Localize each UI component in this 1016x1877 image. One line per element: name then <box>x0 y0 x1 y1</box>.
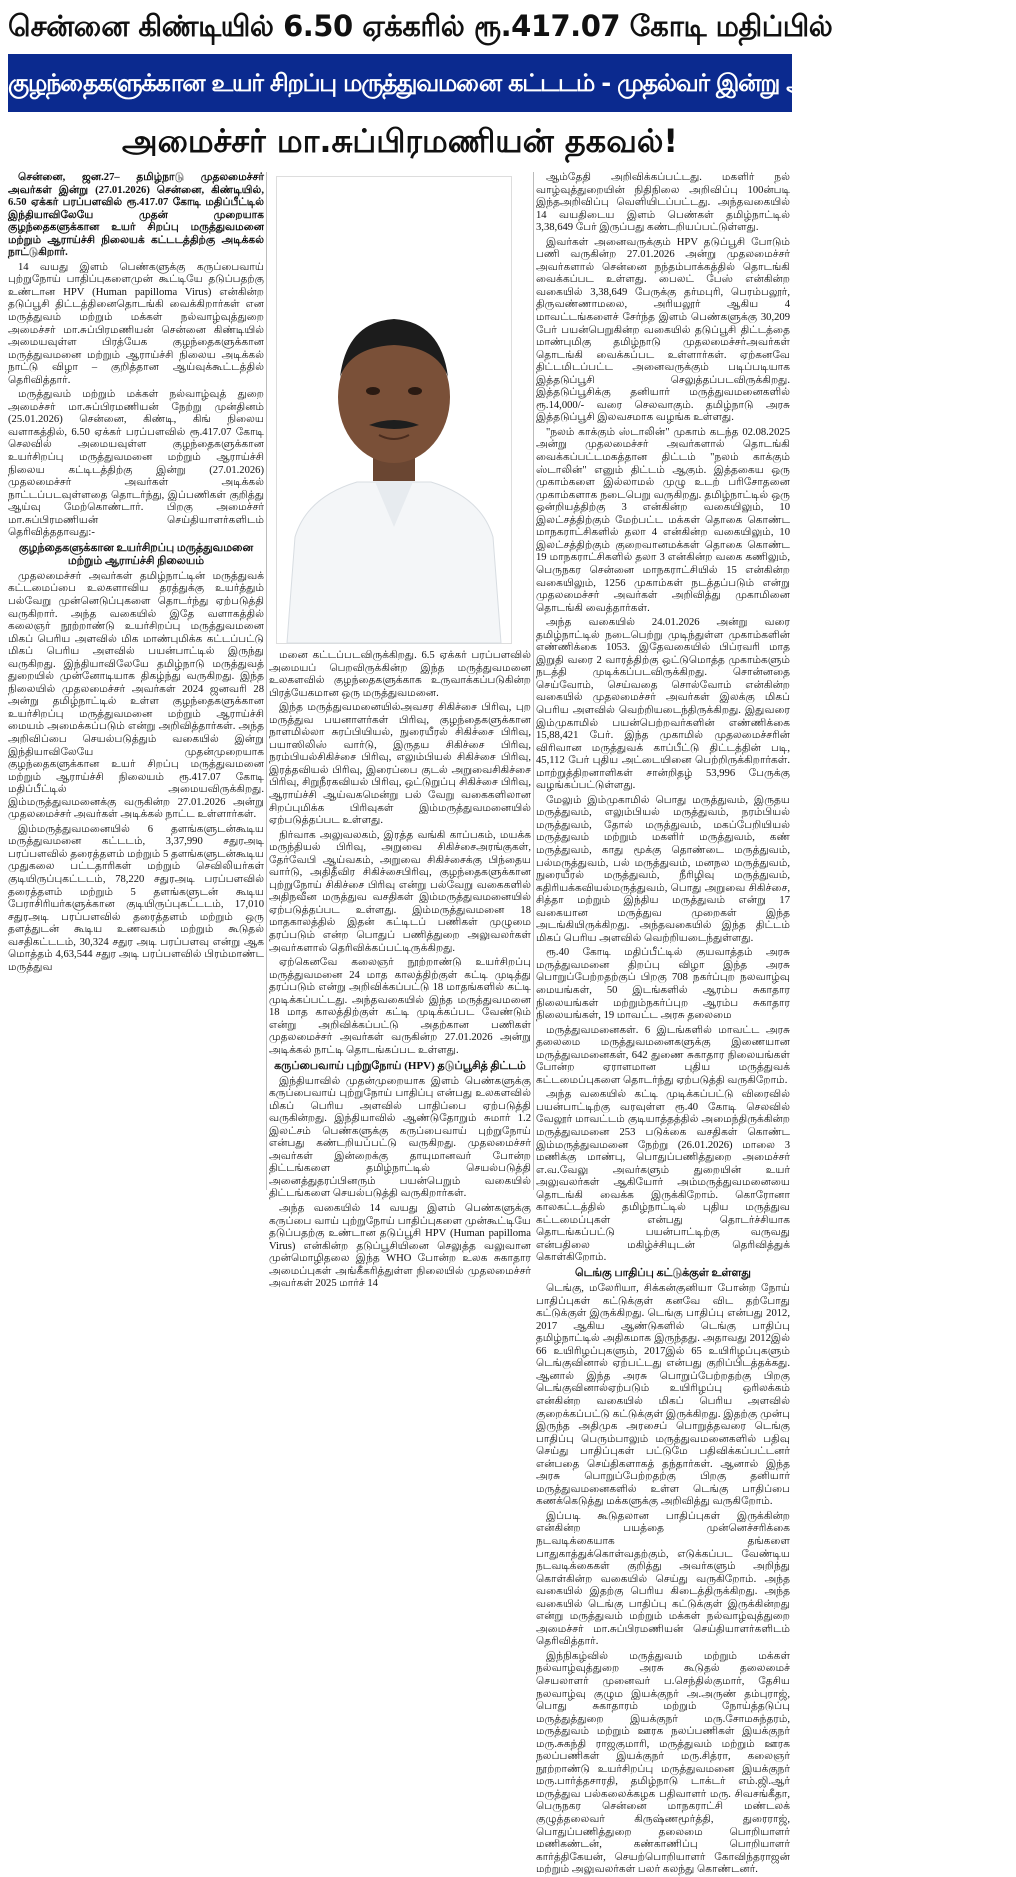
paragraph: அந்த வகையில் 14 வயது இளம் பெண்களுக்கு கருப்பை வாய் புற்றுநோய் பாதிப்புகளை முன்கூட்டியே தடுப்பதற்கு உண்டான தடுப்பூசி HPV (Human papilloma Virus) என்கின்ற தடுப்பூசியினை செலுத்த வலுவான முன்மொழிதலை இந்த WHO போன்ற உலக சுகாதார அமைப்புகள் அங்கீகரித்துள்ள நிலையில் முதலமைச்சர் அவர்கள் 2025 மார்ச் 14 <box>269 1202 531 1290</box>
paragraph: ரூ.40 கோடி மதிப்பீட்டில் குயவாத்தம் அரசு மருத்துவமனை திறப்பு விழா இந்த அரசு பொறுப்பேற்றதற்குப் பிறகு 708 நகர்ப்புற நலவாழ்வு மையங்கள், 50 இடங்களில் ஆரம்ப சுகாதார நிலையங்கள் மற்றும்நகர்ப்புற ஆரம்ப சுகாதார நிலையங்கள், 19 மாவட்ட அரசு தலைமை <box>536 947 790 1022</box>
paragraph: மேலும் இம்முகாமில் பொது மருத்துவம், இருதய மருத்துவம், எலும்பியல் மருத்துவம், நரம்பியல் மருத்துவம், தோல் மருத்துவம், மகப்பேறியியல் மருத்துவம் மற்றும் மகளிர் மருத்துவம், கண் மருத்துவம், காது மூக்கு தொண்டை மருத்துவம், பல்மருத்துவம், பல் மருத்துவம், மனநல மருத்துவம், நுரையீரல் மருத்துவம், நீரிழிவு மருத்துவம், கதிரியக்கவியல்மருத்துவம், பொது அறுவை சிகிச்சை, சித்தா மற்றும் இந்திய மருத்துவம் என்று 17 வகையான மருத்துவ முறைகள் இந்த அடங்கியிருக்கிறது. அந்தவகையில் இந்த திட்டம் மிகப் பெரிய அளவில் வெற்றியடைந்துள்ளது. <box>536 794 790 944</box>
paragraph: நிர்வாக அலுவலகம், இரத்த வங்கி காப்பகம், மயக்க மருந்தியல் பிரிவு, அறுவை சிகிச்சைஅரங்குகள், தேர்வேபி ஆய்வகம், அறுவை சிகிச்சைக்கு பிந்தைய வார்டு, அதிதீவிர சிகிச்சைபிரிவு, குழந்தைகளுக்கான புற்றுநோய் சிகிச்சை பிரிவு என்று பல்வேறு வகைகளில் அதிநவீன மருத்துவ வசதிகள் இம்மருத்துவமனையில் ஏற்படுத்தப்பட உள்ளது. இம்மருத்துவமனை 18 மாதகாலத்தில் இதன் கட்டிடப் பணிகள் முழுமை தரப்படும் என்ற பொதுப் பணித்துறை அலுவலர்கள் அவர்களால் தெரிவிக்கப்பட்டிருக்கிறது. <box>269 829 531 954</box>
paragraph: அந்த வகையில் கட்டி முடிக்கப்பட்டு விரைவில் பயன்பாட்டிற்கு வரவுள்ள ரூ.40 கோடி செலவில் வேலூர் மாவட்டம் குடியாத்தத்தில் அமைந்திருக்கின்ற மருத்துவமனை 253 படுக்கை வசதிகள் கொண்ட இம்மருத்துவமனை நேற்று (26.01.2026) மாலை 3 மணிக்கு மாண்பு, பொதுப்பணித்துறை அமைச்சர் எ.வ.வேலு அவர்களும் துறையின் உயர் அலுவலர்கள் ஆகியோர் அம்மருத்துவமனையை தொடங்கி வைக்க இருக்கிறோம். கொரோனா காலகட்டத்தில் தமிழ்நாட்டில் புதிய மருத்துவ கட்டமைப்புகள் என்பது தொடர்ச்சியாக தொடங்கப்பட்டு பயன்பாட்டிற்கு வருவது என்பதிலை மகிழ்ச்சியுடன் தெரிவித்துக் கொள்கிறோம். <box>536 1089 790 1264</box>
paragraph: அந்த வகையில் 24.01.2026 அன்று வரை தமிழ்நாட்டில் நடைபெற்று முடிந்துள்ள முகாம்களின் எண்ணிக்கை 1053. இதேவகையில் பிப்ரவரி மாத இறுதி வரை 2 வாரத்திற்கு ஒட்டுமொத்த முகாம்களும் நடத்தி முடிக்கப்படவிருக்கிறது. சொன்னதை செய்வோம், செய்வதை சொல்வோம் என்கின்ற வகையில் முதலமைச்சர் அவர்கள் இலக்கு மிகப் பெரிய அளவில் வெற்றியடைந்திருக்கிறது. இதுவரை இம்முகாமில் பயன்பெற்றவர்களின் எண்ணிக்கை 15,88,421 பேர். இந்த முகாமில் முதலமைச்சரின் விரிவான மருத்துவக் காப்பீட்டு திட்டத்தின் படி, 45,112 பேர் புதிய அட்டையினை பெற்றிருக்கிறார்கள். மாற்றுத்திறனாளிகள் சான்றிதழ் 53,996 பேருக்கு வழங்கப்பட்டுள்ளது. <box>536 617 790 792</box>
paragraph: முதலமைச்சர் அவர்கள் தமிழ்நாட்டின் மருத்துவக் கட்டமைப்பை உலகளாவிய தரத்துக்கு உயர்த்தும் பல்வேறு முன்னெடுப்புகளை தொடர்ந்து ஏற்படுத்தி வருகிறார். அந்த வகையில் இதே வளாகத்தில் கலைஞர் நூற்றாண்டு உயர்சிறப்பு மருத்துவமனை மிகப் பெரிய அளவில் மிக மாண்புமிக்க கட்டப்பட்டு மிகப் பெரிய அளவில் பயன்பாட்டில் இருந்து வருகிறது. இந்தியாவிலேயே தமிழ்நாடு மருத்துவத் துறையில் முன்னோடியாக திகழ்ந்து வருகிறது. இந்த நிலையில் முதலமைச்சர் அவர்கள் 2024 ஜனவரி 28 அன்று தமிழ்நாட்டில் உள்ள குழந்தைகளுக்கான உயர்சிறப்பு மருத்துவமனை மற்றும் ஆராய்ச்சி மையம் அமைக்கப்படும் என்று அறிவித்தார்கள். அந்த அறிவிப்பை செயல்படுத்தும் வகையில் இன்று இந்தியாவிலேயே முதன்முறையாக குழந்தைகளுக்கான உயர் சிறப்பு மருத்துவமனை மற்றும் ஆராய்ச்சி நிலையம் ரூ.417.07 கோடி மதிப்பீட்டில் அமையவிருக்கிறது. இம்மருத்துவமனைக்கு வருகின்ற 27.01.2026 அன்று முதலமைச்சர் அவர்கள் அடிக்கல் நாட்ட உள்ளார்கள். <box>8 570 264 821</box>
paragraph: இந்தியாவில் முதன்முறையாக இளம் பெண்களுக்கு கருப்பைவாய் புற்றுநோய் பாதிப்பு என்பது உலகளவில் மிகப் பெரிய அளவில் பாதிப்பை ஏற்படுத்தி வருகின்றது. இந்தியாவில் ஆண்டுதோறும் சுமார் 1.2 இலட்சம் பெண்களுக்கு கருப்பைவாய் புற்றுநோய் என்பது கண்டறியப்பட்டு வருகிறது. முதலமைச்சர் அவர்கள் இன்றைக்கு தாயுமானவர் போன்ற திட்டங்களை தமிழ்நாட்டில் செயல்படுத்தி அனைத்துதரப்பினரும் பயன்பெறும் வகையில் திட்டங்களை செயல்படுத்தி வருகிறார்கள். <box>269 1075 531 1200</box>
subheading: டெங்கு பாதிப்பு கட்டுக்குள் உள்ளது <box>575 1267 751 1280</box>
subheading: கருப்பைவாய் புற்றுநோய் (HPV) தடுப்பூசித் திட்டம் <box>274 1059 526 1072</box>
column-1 <box>8 172 264 1190</box>
paragraph: மருத்துவம் மற்றும் மக்கள் நல்வாழ்வுத் துறை அமைச்சர் மா.சுப்பிரமணியன் நேற்று முன்தினம் (25.01.2026) சென்னை, கிண்டி, கிங் நிலைய வளாகத்தில், 6.50 ஏக்கர் பரப்பளவில் ரூ.417.07 கோடி செலவில் அமையவுள்ள குழந்தைகளுக்கான உயர்சிறப்பு மருத்துவமனை மற்றும் ஆராய்ச்சி நிலைய கட்டிடத்திற்கு இன்று (27.01.2026) முதலமைச்சர் அவர்கள் அடிக்கல் நாட்டப்படவுள்ளதை தொடர்ந்து, இப்பணிகள் குறித்து ஆய்வு மேற்கொண்டார். பிறகு அமைச்சர் மா.சுப்பிரமணியன் செய்தியாளர்களிடம் தெரிவித்ததாவது:- <box>8 389 264 539</box>
subheading: குழந்தைகளுக்கான உயர்சிறப்பு மருத்துவமனை மற்றும் ஆராய்ச்சி நிலையம் <box>18 541 254 567</box>
portrait-illustration <box>277 177 511 643</box>
paragraph: இம்மருத்துவமனையில் 6 தளங்களுடன்கூடிய மருத்துவமனை கட்டடம், 3,37,990 சதுரஅடி பரப்பளவில் தரைத்தளம் மற்றும் 5 தளங்களுடன்கூடிய முதுகலை பட்டதாரிகள் மற்றும் செவிலியர்கள் குடியிருப்புகட்டடம், 78,220 சதுரஅடி பரப்பளவில் தரைத்தளம் மற்றும் 5 தளங்களுடன் கூடிய பேராசிரியர்களுக்கான குடியிருப்புகட்டடம், 17,010 சதுரஅடி பரப்பளவில் தரைத்தளம் மற்றும் ஒரு தளத்துடன் கூடிய உணவகம் மற்றும் கூடுதல் வசதிகட்டடம், 30,324 சதுர அடி பரப்பளவு என்று ஆக மொத்தம் 4,63,544 சதுர அடி பரப்பளவில் பிரம்மாண்ட மருத்துவ <box>8 823 264 973</box>
minister-photo <box>276 176 512 644</box>
paragraph: டெங்கு, மலேரியா, சிக்கன்குனியா போன்ற நோய் பாதிப்புகள் கட்டுக்குள் கனவே விட தற்போது கட்டுக்குள் இருக்கிறது. டெங்கு பாதிப்பு என்பது 2012, 2017 ஆகிய ஆண்டுகளில் டெங்கு பாதிப்பு தமிழ்நாட்டில் அதிகமாக இருந்தது. அதாவது 2012இல் 66 உயிரிழப்புகளும், 2017இல் 65 உயிரிழப்புகளும் டெங்குவினால் ஏற்பட்டது என்பது குறிப்பிடத்தக்கது. ஆனால் இந்த அரசு பொறுப்பேற்றதற்கு பிறகு டெங்குவினால்ஏற்படும் உயிரிழப்பு ஒரிலக்கம் என்கின்ற வகையில் மிகப் பெரிய அளவில் குறைக்கப்பட்டு கட்டுக்குள் இருக்கிறது. இதற்கு முன்பு இருந்த அதிமுக அரசைப் பொறுத்தவரை டெங்கு பாதிப்பு பெரும்பாலும் மருத்துவமனைகளில் பதிவு செய்து பாதிப்புகள் பட்டுமே பதிவிக்கப்பட்டனர் என்பதை செய்திகளாகத் தந்தார்கள். ஆனால் இந்த அரசு பொறுப்பேற்றதற்கு பிறகு தனியார் மருத்துவமனைகளில் உள்ள டெங்கு பாதிப்பை கணக்கெடுத்து மக்களுக்கு அறிவித்து வருகிறோம். <box>536 1283 790 1508</box>
column-2 <box>269 650 531 1290</box>
paragraph: இந்நிகழ்வில் மருத்துவம் மற்றும் மக்கள் நல்வாழ்வுத்துறை அரசு கூடுதல் தலைமைச் செயலாளர் முனைவர் ப.செந்தில்குமார், தேசிய நலவாழ்வு குழும இயக்குநர் அ.அருண் தம்புராஜ், பொது சுகாதாரம் மற்றும் நோய்த்தடுப்பு மருத்துத்துறை இயக்குநர் மரு.சோமசுந்தரம், மருத்துவம் மற்றும் ஊரக நலப்பணிகள் இயக்குநர் மரு.சுகந்தி ராஜகுமாரி, மருத்துவம் மற்றும் ஊரக நலப்பணிகள் இயக்குநர் மரு.சித்ரா, கலைஞர் நூற்றாண்டு உயர்சிறப்பு மருத்துவமனை இயக்குநர் மரு.பார்த்தசாரதி, தமிழ்நாடு டாக்டர் எம்.ஜி.ஆர் மருத்துவ பல்கலைக்கழக பதிவாளர் மரு. சிவசங்கீதா, பெருநகர சென்னை மாநகராட்சி மண்டலக் குழுத்தலைவர் கிருஷ்ணமூர்த்தி, துரைராஜ், பொதுப்பணித்துறை தலைமை பொறியாளர் மணிகண்டன், கண்காணிப்பு பொறியாளர் கார்த்திகேயன், செயற்பொறியாளர் கோவிந்தராஜன் மற்றும் அலுவலர்கள் பலர் கலந்து கொண்டனர். <box>536 1650 790 1876</box>
paragraph: ஆம்தேதி அறிவிக்கப்பட்டது. மகளிர் நல் வாழ்வுத்துறையின் நிதிநிலை அறிவிப்பு 100ன்படி இந்தஅறிவிப்பு வெளியிடப்பட்டது. அந்தவகையில் 14 வயதிடைய இளம் பெண்கள் தமிழ்நாட்டில் 3,38,649 பேர் இருப்பது கண்டறியப்பட்டுள்ளது. <box>536 172 790 234</box>
paragraph: இந்த மருத்துவமனையில்அவசர சிகிச்சை பிரிவு, புற மருத்துவ பயனாளர்கள் பிரிவு, குழந்தைகளுக்கான நாளமில்லா சுரப்பியியல், நுரையீரல் சிகிச்சை பிரிவு, பயாஸிலிஸ் வார்டு, இருதய சிகிச்சை பிரிவு, நரம்பியல்சிகிச்சை பிரிவு, எலும்பியல் சிகிச்சை பிரிவு, இரத்தவியல் பிரிவு, இரைப்பை குடல் அறுவைசிகிச்சை பிரிவு, சிறுநீரகவியல் பிரிவு, ஒட்டுறுப்பு சிகிச்சை பிரிவு, ஆராய்ச்சி ஆய்வகமென்று பல் வேறு வகைகளிலான சிறப்புமிக்க பிரிவுகள் இம்மருத்துவமனையில் ஏற்படுத்தப்பட உள்ளது. <box>269 702 531 827</box>
paragraph: மருத்துவமனைகள். 6 இடங்களில் மாவட்ட அரசு தலைமை மருத்துவமனைகளுக்கு இணையான மருத்துவமனைகள், 642 துணை சுகாதார நிலையங்கள் போன்ற ஏராளமான புதிய மருத்துவக் கட்டமைப்புகளை தொடர்ந்து ஏற்படுத்தி வருகிறோம். <box>536 1024 790 1086</box>
paragraph: "நலம் காக்கும் ஸ்டாலின்" முகாம் கடந்த 02.08.2025 அன்று முதலமைச்சர் அவர்களால் தொடங்கி வைக்கப்பட்டமகத்தான திட்டம் "நலம் காக்கும் ஸ்டாலின்" எனும் திட்டம் ஆகும். இத்தகைய ஒரு முகாம்களை இல்லாமல் முழு உடற் பரிசோதனை முகாம்களாக நடைபெறு வருகிறது. தமிழ்நாட்டில் ஒரு ஒன்றியத்திற்கு 3 என்கின்ற வகையிலும், 10 இலட்சத்திற்கும் மேற்பட்ட மக்கள் தொகை கொண்ட மாநகராட்சிகளில் தலா 4 என்கின்ற வகையிலும், 10 இலட்சத்திற்கும் குறைவானமக்கள் தொகை கொண்ட 19 மாநகராட்சிகளில் தலா 3 என்கின்ற வகை கணிலும், பெருநகர சென்னை மாநகராட்சியில் 15 என்கின்ற வகையிலும், 1256 முகாம்கள் நடத்தப்படும் என்று முதலமைச்சர் அவர்கள் அறிவித்து முகாமினை தொடங்கி வைத்தார்கள். <box>536 426 790 614</box>
column-3-body <box>536 172 790 1876</box>
paragraph: ஏற்கெனவே கலைஞர் நூற்றாண்டு உயர்சிறப்பு மருத்துவமனை 24 மாத காலத்திற்குள் கட்டி முடித்து தரப்படும் என்று அறிவிக்கப்பட்டு 18 மாதங்களில் கட்டி முடிக்கப்பட்டது. அந்தவகையில் இந்த மருத்துவமனை 18 மாத காலத்திற்குள் கட்டி முடிக்கப்பட வேண்டும் என்று அறிவிக்கப்பட்டு அதற்கான பணிகள் முதலமைச்சர் அவர்கள் வருகின்ற 27.01.2026 அன்று அடிக்கல் நாட்டி தொடங்கப்பட உள்ளது. <box>269 957 531 1056</box>
headline-sub: அமைச்சர் மா.சுப்பிரமணியன் தகவல்! <box>122 122 678 160</box>
lead-paragraph: சென்னை, ஜன.27– தமிழ்நாடு முதலமைச்சர் அவர்கள் இன்று (27.01.2026) சென்னை, கிண்டியில், 6.50 ஏக்கர் பரப்பளவில் ரூ.417.07 கோடி மதிப்பீட்டில் இந்தியாவிலேயே முதன் முறையாக குழந்தைகளுக்கான உயர் சிறப்பு மருத்துவமனை மற்றும் ஆராய்ச்சி நிலையக் கட்டடத்திற்கு அடிக்கல் நாட்டுகிறார். <box>8 172 264 259</box>
paragraph: இவர்கள் அனைவருக்கும் HPV தடுப்பூசி போடும் பணி வருகின்ற 27.01.2026 அன்று முதலமைச்சர் அவர்களால் சென்னை நந்தம்பாக்கத்தில் தொடங்கி வைக்கப்பட உள்ளது. பைலட் பேஸ் என்கின்ற வகையில் 3,38,649 பேருக்கு தர்மபுரி, பெரம்பலூர், திருவண்ணாமலை, அரியலூர் ஆகிய 4 மாவட்டங்களைச் சேர்ந்த இளம் பெண்களுக்கு 30,209 பேர் பயன்பெறுகின்ற வகையில் தடுப்பூசி திட்டத்தை மாண்புமிகு தமிழ்நாடு முதலமைச்சர்அவர்கள் தொடங்கி வைக்கப்பட உள்ளார்கள். ஏற்கனவே திட்டமிடப்பட்ட அனைவருக்கும் படிப்படியாக இத்தடுப்பூசி செலுத்தப்படவிருக்கிறது. இத்தடுப்பூசிக்கு தனியார் மருத்துவமனைகளில் ரூ.14,000/- வரை செலவாகும். தமிழ்நாடு அரசு இத்தடுப்பூசி இலவசமாக வழங்க உள்ளது. <box>536 236 790 424</box>
paragraph: 14 வயது இளம் பெண்களுக்கு கருப்பைவாய் புற்றுநோய் பாதிப்புகளைமுன் கூட்டியே தடுப்பதற்கு உண்டான HPV (Human papilloma Virus) என்கின்ற தடுப்பூசி திட்டத்தினைதொடங்கி வைக்கிறார்கள் என மருத்துவம் மற்றும் மக்கள் நல்வாழ்வுத்துறை அமைச்சர் மா.சுப்பிரமணியன் சென்னை கிண்டியில் அமையவுள்ள பிரத்யேக குழந்தைகளுக்கான மருத்துவமனை மற்றும் ஆராய்ச்சி நிலைய அடிக்கல் நாட்டு விழா – குறித்தான ஆய்வுக்கூட்டத்தில் தெரிவித்தார். <box>8 261 264 386</box>
headline-top: சென்னை கிண்டியில் 6.50 ஏக்கரில் ரூ.417.07 கோடி மதிப்பில் <box>8 9 833 43</box>
paragraph: மனை கட்டப்படவிருக்கிறது. 6.5 ஏக்கர் பரப்பளவில் அமையப் பெறவிருக்கின்ற இந்த மருத்துவமனை உலகளவில் குழந்தைகளுக்காக உருவாக்கப்படுகின்ற பிரத்யேகமான ஒரு மருத்துவமனை. <box>269 650 531 699</box>
paragraph: இப்படி கூடுதலான பாதிப்புகள் இருக்கின்ற என்கின்ற பயத்தை முன்னெச்சரிக்கை நடவடிக்கையாக தங்களை பாதுகாத்துக்கொள்வதற்கும், எடுக்கப்பட வேண்டிய நடவடிக்கைகள் குறித்து அவர்களும் அறிந்து கொள்கின்ற வகையில் செய்து வருகிறோம். அந்த வகையில் இதற்கு பெரிய கிடைத்திருக்கிறது. அந்த வகையில் டெங்கு பாதிப்பு கட்டுக்குள் இருக்கின்றது என்று மருத்துவம் மற்றும் மக்கள் நல்வாழ்வுத்துறை அமைச்சர் மா.சுப்பிரமணியன் செய்தியாளர்களிடம் தெரிவித்தார். <box>536 1510 790 1648</box>
column-divider <box>266 172 267 1190</box>
column-divider <box>533 172 534 1190</box>
headline-main: குழந்தைகளுக்கான உயர் சிறப்பு மருத்துவமனை கட்டடம் - முதல்வர் இன்று அடிக்கல் நாட்டுகிறார்! <box>8 54 792 112</box>
